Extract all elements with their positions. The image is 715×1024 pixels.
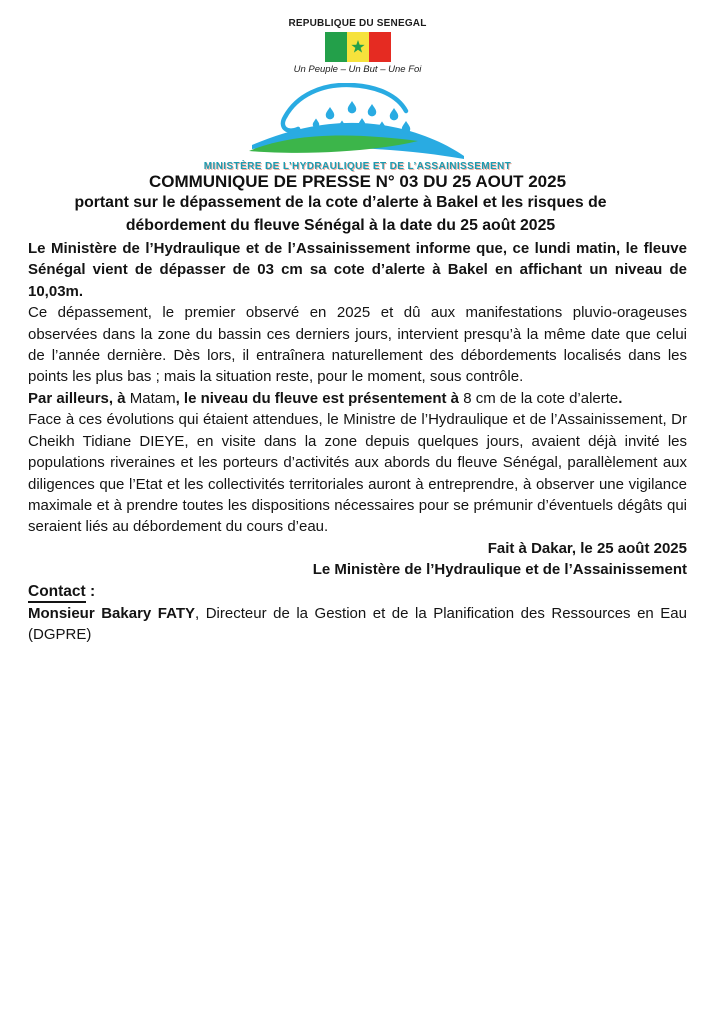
contact-person-name: Monsieur Bakary FATY <box>28 604 196 622</box>
republic-title: REPUBLIQUE DU SENEGAL <box>288 18 427 29</box>
paragraph-matam-regular-2: 8 cm de la cote d’alerte <box>463 389 619 407</box>
paragraph-matam-bold-1: Par ailleurs, à <box>28 389 130 407</box>
ministry-logo-icon <box>246 83 470 161</box>
contact-heading <box>28 581 687 603</box>
paragraph-announcement: Le Ministère de l’Hydraulique et de l’Assainissement informe que, ce lundi matin, le fleuve Sénégal vient de dépasser de 03 cm sa cote d’alerte à Bakel en affichant un niveau de 10,03m. <box>28 239 687 300</box>
press-release-subtitle: portant sur le dépassement de la cote d’alerte à Bakel et les risques de débordement du fleuve Sénégal à la date du 25 août 2025 <box>74 194 607 234</box>
ministry-name: MINISTÈRE DE L’HYDRAULIQUE ET DE L’ASSAINISSEMENT <box>203 161 512 172</box>
paragraph-matam-bold-3: . <box>618 389 623 407</box>
paragraph-context: Ce dépassement, le premier observé en 2025 et dû aux manifestations pluvio-orageuses observées dans la zone du bassin ces derniers jours, intervient presqu’à la même date que celui de l’année dernière. Dès lors, il entraînera naturellement des débordements localisés dans les points les plus bas ; mais la situation reste, pour le moment, sous contrôle. <box>28 304 687 386</box>
paragraph-minister-visit: Face à ces évolutions qui étaient attendues, le Ministre de l’Hydraulique et de l’Assainissement, Dr Cheikh Tidiane DIEYE, en visite dans la zone depuis quelques jours, avaient déjà invité les populations riveraines et les porteurs d’activités aux abords du fleuve Sénégal, parallèlement aux diligences que l’Etat et les collectivités territoriales auront à entreprendre, à observer une vigilance maximale et à prendre toutes les dispositions nécessaires pour se prémunir d’éventuels dégâts qui seraient liés au débordement du cours d’eau. <box>28 411 687 536</box>
contact-person <box>28 603 687 646</box>
paragraph-matam-regular-1: Matam <box>129 389 176 407</box>
signature-signatory: Le Ministère de l’Hydraulique et de l’Assainissement <box>312 561 687 579</box>
contact-heading-label: Contact <box>28 583 86 603</box>
press-release-title: COMMUNIQUE DE PRESSE N° 03 DU 25 AOUT 2025 <box>148 172 567 191</box>
document-body <box>28 172 687 646</box>
senegal-flag-icon <box>325 32 391 62</box>
contact-person-role: , Directeur de la Gestion et de la Planification des Ressources en Eau (DGPRE) <box>28 604 687 644</box>
paragraph-matam <box>28 388 687 409</box>
letterhead <box>28 18 687 172</box>
contact-heading-colon: : <box>85 582 96 600</box>
paragraph-matam-bold-2: , le niveau du fleuve est présentement à <box>175 389 464 407</box>
signature-place-date: Fait à Dakar, le 25 août 2025 <box>487 539 687 557</box>
national-motto: Un Peuple – Un But – Une Foi <box>293 64 422 75</box>
